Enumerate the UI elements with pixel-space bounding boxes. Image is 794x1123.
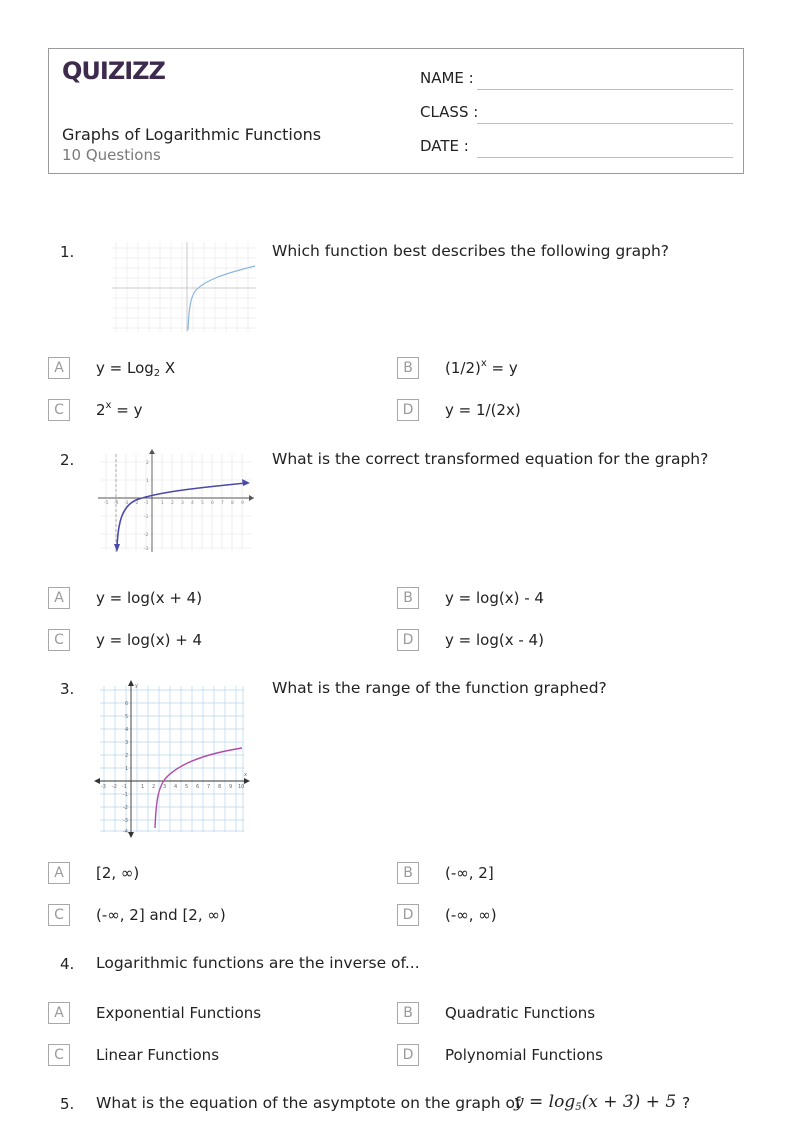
option-d-text[interactable]: y = 1/(2x)	[445, 401, 521, 419]
question-text: Which function best describes the following graph?	[272, 242, 670, 260]
q2-tick-x: 1	[161, 501, 164, 506]
q2-tick-x: -3	[124, 501, 129, 506]
q3-axis-x-label: x	[244, 772, 247, 778]
question-text: What is the correct transformed equation for the graph?	[272, 450, 709, 468]
quizizz-logo: QUIZIZZ	[62, 57, 165, 85]
q3-tick-y: 2	[125, 753, 129, 759]
option-c-text[interactable]: $2^x = y$	[96, 400, 143, 419]
option-a-text[interactable]: [2, ∞)	[96, 864, 140, 882]
option-c-text[interactable]: (-∞, 2] and [2, ∞)	[96, 906, 226, 924]
option-b-text[interactable]: Quadratic Functions	[445, 1004, 596, 1022]
question-mark: ?	[682, 1094, 691, 1112]
date-label: DATE :	[420, 137, 469, 155]
q3-tick-x: -1	[122, 784, 127, 790]
q3-tick-y: 3	[125, 740, 129, 746]
question-text: Logarithmic functions are the inverse of...	[96, 954, 420, 972]
option-b-box[interactable]: B	[397, 1002, 419, 1024]
option-d-box[interactable]: D	[397, 399, 419, 421]
date-line	[477, 157, 733, 158]
q3-tick-x: 3	[163, 784, 167, 790]
name-line	[477, 89, 733, 90]
option-a-box[interactable]: A	[48, 587, 70, 609]
q3-tick-x: 1	[141, 784, 145, 790]
q2-tick-x: 2	[171, 501, 174, 506]
option-a-box[interactable]: A	[48, 1002, 70, 1024]
option-b-text[interactable]: y = log(x) - 4	[445, 589, 544, 607]
question-number: 5.	[60, 1095, 75, 1113]
option-b-text[interactable]: (-∞, 2]	[445, 864, 494, 882]
q3-tick-y: 6	[125, 701, 129, 707]
q3-tick-x: 6	[196, 784, 200, 790]
q2-tick-y: -1	[144, 515, 149, 520]
q2-tick-x: 9	[241, 501, 244, 506]
q3-tick-y: -2	[123, 805, 128, 811]
worksheet-title: Graphs of Logarithmic Functions	[62, 125, 322, 144]
q2-graph-image	[96, 448, 258, 554]
q3-tick-y: -4	[123, 829, 128, 835]
q3-tick-y: -3	[123, 818, 128, 824]
option-d-text[interactable]: (-∞, ∞)	[445, 906, 497, 924]
option-a-text[interactable]: y = Log$_2$ X	[96, 359, 176, 379]
option-a-box[interactable]: A	[48, 862, 70, 884]
option-d-text[interactable]: y = log(x - 4)	[445, 631, 544, 649]
option-b-box[interactable]: B	[397, 862, 419, 884]
q3-tick-x: 5	[185, 784, 189, 790]
option-d-text[interactable]: Polynomial Functions	[445, 1046, 603, 1064]
q3-tick-x: 8	[218, 784, 222, 790]
option-a-text[interactable]: y = log(x + 4)	[96, 589, 203, 607]
question-number: 1.	[60, 243, 75, 261]
q2-tick-y: -2	[144, 533, 149, 538]
q3-tick-x: -2	[112, 784, 117, 790]
q2-tick-x: 7	[221, 501, 224, 506]
question-text: What is the equation of the asymptote on the graph of	[96, 1094, 521, 1112]
option-a-text[interactable]: Exponential Functions	[96, 1004, 262, 1022]
q3-tick-x: 4	[174, 784, 178, 790]
question-number: 3.	[60, 680, 75, 698]
q2-tick-x: -4	[114, 501, 119, 506]
option-c-box[interactable]: C	[48, 399, 70, 421]
q2-tick-x: 5	[201, 501, 204, 506]
option-c-box[interactable]: C	[48, 629, 70, 651]
question-number: 4.	[60, 955, 75, 973]
name-label: NAME :	[420, 69, 474, 87]
option-d-box[interactable]: D	[397, 629, 419, 651]
question-number: 2.	[60, 451, 75, 469]
option-b-box[interactable]: B	[397, 587, 419, 609]
q3-tick-y: 5	[125, 714, 129, 720]
q2-tick-x: -1	[144, 501, 149, 506]
q2-tick-y: 1	[146, 479, 149, 484]
q3-tick-y: -1	[123, 792, 128, 798]
q3-graph-image	[92, 676, 252, 838]
option-d-box[interactable]: D	[397, 1044, 419, 1066]
q3-tick-x: -3	[101, 784, 106, 790]
question-count: 10 Questions	[62, 146, 161, 164]
q2-tick-x: -5	[104, 501, 109, 506]
q2-tick-x: -2	[134, 501, 139, 506]
option-c-text[interactable]: Linear Functions	[96, 1046, 220, 1064]
question-text: What is the range of the function graphed?	[272, 679, 607, 697]
q3-tick-y: 4	[125, 727, 129, 733]
q3-axis-y-label: y	[135, 683, 138, 689]
q2-tick-x: 4	[191, 501, 194, 506]
class-label: CLASS :	[420, 103, 479, 121]
class-line	[477, 123, 733, 124]
option-d-box[interactable]: D	[397, 904, 419, 926]
question-math: $y = \log_5(x + 3) + 5$	[514, 1092, 677, 1113]
option-b-text[interactable]: $(1/2)^x = y$	[445, 358, 518, 377]
q1-graph-image	[98, 238, 258, 334]
q3-tick-x: 9	[229, 784, 233, 790]
q3-tick-y: 1	[125, 766, 129, 772]
q3-tick-x: 2	[152, 784, 156, 790]
q2-tick-y: -3	[144, 547, 149, 552]
q3-tick-x: 10	[238, 784, 245, 790]
option-c-box[interactable]: C	[48, 1044, 70, 1066]
q2-tick-x: 3	[181, 501, 184, 506]
option-a-box[interactable]: A	[48, 357, 70, 379]
option-b-box[interactable]: B	[397, 357, 419, 379]
q2-tick-x: 6	[211, 501, 214, 506]
q2-tick-y: 2	[146, 461, 149, 466]
q2-tick-x: 8	[231, 501, 234, 506]
q3-tick-x: 7	[207, 784, 211, 790]
option-c-text[interactable]: y = log(x) + 4	[96, 631, 203, 649]
option-c-box[interactable]: C	[48, 904, 70, 926]
